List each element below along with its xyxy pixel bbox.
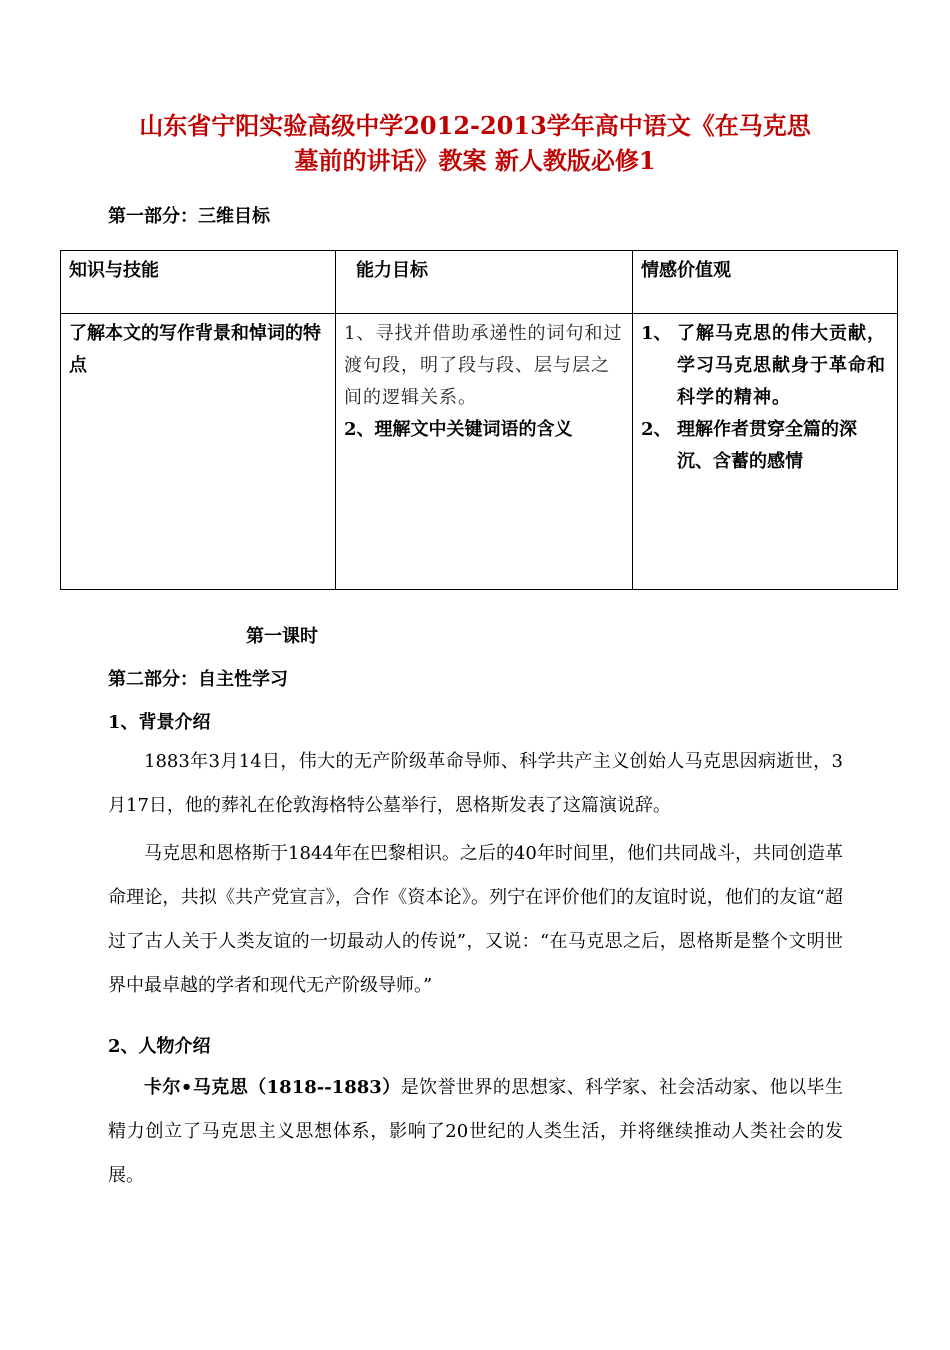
ability-item-1 [344, 318, 624, 414]
part2-heading: 第二部分：自主性学习 [108, 669, 288, 690]
ability-item-2-num: 2、 [344, 419, 375, 440]
values-item-1 [641, 318, 889, 414]
values-item-2-text: 理解作者贯穿全篇的深沉、含蓄的感情 [677, 419, 857, 472]
header-ability: 能力目标 [336, 251, 633, 314]
title-line-1: 山东省宁阳实验高级中学2012-2013学年高中语文《在马克思 [139, 111, 811, 140]
table-row [61, 314, 898, 590]
ability-item-2 [344, 414, 624, 446]
goals-table [60, 250, 898, 590]
values-cell [633, 314, 898, 590]
ability-item-1-num: 1、 [344, 323, 376, 344]
ability-item-1-text: 寻找并借助承递性的词句和过渡句段，明了段与段、层与层之间的逻辑关系。 [344, 323, 623, 408]
values-item-1-num: 1、 [641, 323, 672, 344]
knowledge-cell [61, 314, 336, 590]
marx-description: 是饮誉世界的思想家、科学家、社会活动家、他以毕生精力创立了马克思主义思想体系，影响了20世纪的人类生活，并将继续推动人类社会的发展。 [108, 1077, 843, 1186]
section2-paragraph [108, 1066, 843, 1198]
section1-heading: 1、背景介绍 [108, 712, 211, 733]
values-item-1-text: 了解马克思的伟大贡献，学习马克思献身于革命和科学的精神。 [677, 323, 886, 408]
values-item-2-num: 2、 [641, 419, 672, 440]
marx-name: 卡尔•马克思（1818--1883） [144, 1077, 401, 1098]
header-knowledge: 知识与技能 [61, 251, 336, 314]
document-title [100, 108, 850, 178]
section1-paragraph-2: 马克思和恩格斯于1844年在巴黎相识。之后的40年时间里，他们共同战斗，共同创造革命理论，共拟《共产党宣言》，合作《资本论》。列宁在评价他们的友谊时说，他们的友谊“超过了古人关于人类友谊的一切最动人的传说”，又说：“在马克思之后，恩格斯是整个文明世界中最卓越的学者和现代无产阶级导师。” [108, 843, 843, 996]
table-header-row [61, 251, 898, 314]
title-line-2: 墓前的讲话》教案 新人教版必修1 [294, 146, 656, 175]
lesson-heading: 第一课时 [246, 626, 318, 647]
knowledge-text: 了解本文的写作背景和悼词的特点 [69, 323, 321, 376]
ability-cell [336, 314, 633, 590]
section1-paragraph-1: 1883年3月14日，伟大的无产阶级革命导师、科学共产主义创始人马克思因病逝世，3月17日，他的葬礼在伦敦海格特公墓举行，恩格斯发表了这篇演说辞。 [108, 751, 843, 816]
ability-item-2-text: 理解文中关键词语的含义 [374, 419, 573, 440]
section1-body [108, 740, 843, 1008]
values-item-2 [641, 414, 889, 478]
part1-heading: 第一部分：三维目标 [108, 206, 270, 227]
section2-heading: 2、人物介绍 [108, 1036, 211, 1057]
section2-body [108, 1066, 843, 1198]
header-values: 情感价值观 [633, 251, 898, 314]
